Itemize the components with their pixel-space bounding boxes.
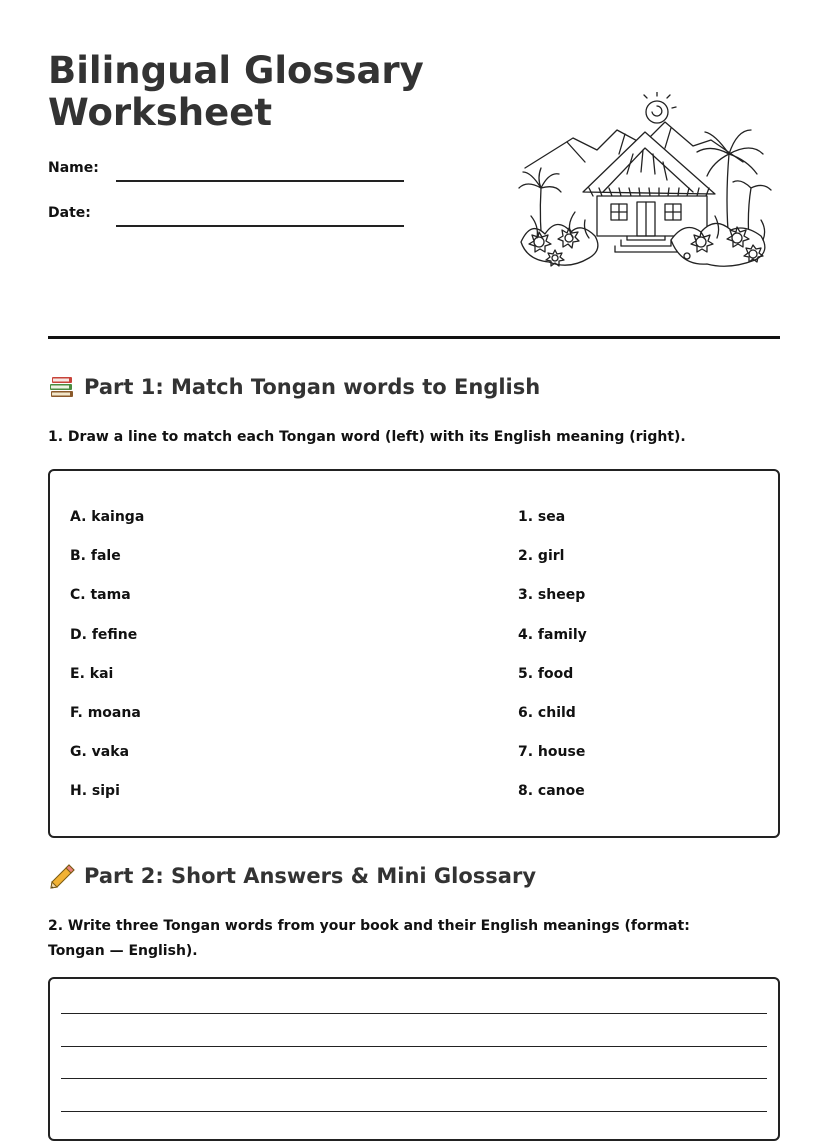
tongan-word[interactable]: H. sipi — [70, 783, 120, 800]
english-meaning-list — [518, 507, 587, 821]
part2-heading — [48, 863, 536, 889]
date-write-line[interactable] — [116, 225, 404, 227]
answer-box[interactable] — [48, 977, 780, 1141]
english-meaning[interactable]: 2. girl — [518, 548, 565, 565]
date-field[interactable] — [48, 205, 408, 231]
date-label: Date: — [48, 205, 91, 221]
worksheet-title: Bilingual Glossary Worksheet — [48, 49, 424, 134]
part1-heading — [48, 374, 540, 400]
tongan-word[interactable]: E. kai — [70, 665, 114, 682]
answer-line[interactable] — [61, 1046, 767, 1047]
tongan-word[interactable]: D. fefine — [70, 626, 138, 643]
question-2: 2. Write three Tongan words from your book and their English meanings (format: Tongan — English). — [48, 918, 690, 959]
english-meaning[interactable]: 3. sheep — [518, 587, 586, 604]
answer-line[interactable] — [61, 1078, 767, 1079]
answer-line[interactable] — [61, 1111, 767, 1112]
part1-heading-text: Part 1: Match Tongan words to English — [84, 375, 541, 399]
tongan-word[interactable]: A. kainga — [70, 509, 145, 525]
tongan-word-list — [70, 507, 144, 821]
header-divider — [48, 336, 780, 339]
tongan-word[interactable]: G. vaka — [70, 744, 130, 761]
english-meaning[interactable]: 4. family — [518, 626, 587, 643]
english-meaning[interactable]: 6. child — [518, 704, 576, 721]
english-meaning[interactable]: 8. canoe — [518, 783, 585, 800]
sun-icon — [644, 92, 676, 123]
answer-line[interactable] — [61, 1013, 767, 1014]
matching-box — [48, 469, 780, 838]
tongan-word[interactable]: B. fale — [70, 548, 121, 565]
name-label: Name: — [48, 160, 99, 176]
english-meaning[interactable]: 1. sea — [518, 509, 566, 525]
question-1: 1. Draw a line to match each Tongan word (left) with its English meaning (right). — [48, 429, 686, 445]
name-field[interactable] — [48, 160, 408, 186]
flowers-left — [521, 212, 598, 266]
pencil-icon — [48, 863, 76, 889]
name-write-line[interactable] — [116, 180, 404, 182]
tongan-word[interactable]: C. tama — [70, 587, 131, 604]
tongan-word[interactable]: F. moana — [70, 704, 141, 721]
hut-island-illustration — [515, 92, 777, 270]
english-meaning[interactable]: 5. food — [518, 665, 574, 682]
english-meaning[interactable]: 7. house — [518, 744, 586, 761]
books-icon — [48, 374, 76, 400]
part2-heading-text: Part 2: Short Answers & Mini Glossary — [84, 864, 537, 888]
